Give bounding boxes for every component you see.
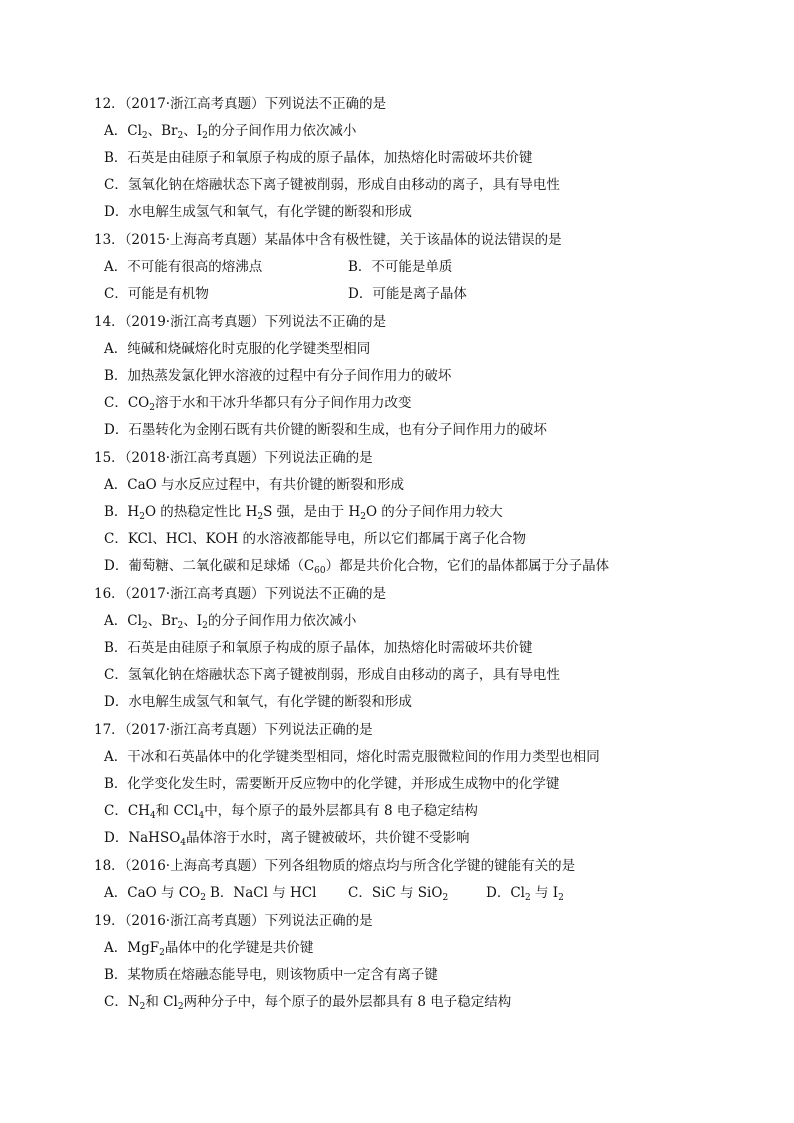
question-17-stem xyxy=(94,720,754,740)
question-17-option-b: B．化学变化发生时，需要断开反应物中的化学键，并形成生成物中的化学键 xyxy=(104,776,560,792)
question-15-option-d: D．葡萄糖、二氧化碳和足球烯$(C_{60})$都是共价化合物，它们的晶体都属于分子晶体 xyxy=(104,558,610,576)
question-19-option-a: A．MgF$_2$晶体中的化学键是共价键 xyxy=(104,940,314,958)
question-12-option-a: A．$Cl_2$、$Br_2$、$I_2$的分子间作用力依次减小 xyxy=(104,123,357,141)
question-18-stem xyxy=(94,856,754,876)
question-16-option-b: B．石英是由硅原子和氧原子构成的原子晶体，加热熔化时需破坏共价键 xyxy=(104,640,533,656)
question-text: （2017·浙江高考真题）下列说法正确的是 xyxy=(124,722,373,738)
question-text: （2015·上海高考真题）某晶体中含有极性键，关于该晶体的说法错误的是 xyxy=(124,232,562,248)
question-18-option-c: C．SiC 与 SiO$_2$ xyxy=(348,885,449,903)
question-12-option-c: C．氢氧化钠在熔融状态下离子键被削弱，形成自由移动的离子，具有导电性 xyxy=(104,177,560,193)
question-13-option-d: D．可能是离子晶体 xyxy=(348,286,467,302)
question-14-option-b: B．加热蒸发氯化钾水溶液的过程中有分子间作用力的破坏 xyxy=(104,368,452,384)
question-19-option-b: B．某物质在熔融态能导电，则该物质中一定含有离子键 xyxy=(104,967,438,983)
question-18-option-d: D．$Cl_2$ 与 $I_2$ xyxy=(486,885,564,903)
question-15-option-a: A．CaO 与水反应过程中，有共价键的断裂和形成 xyxy=(104,477,404,493)
question-14-stem xyxy=(94,312,754,332)
question-16-option-c: C．氢氧化钠在熔融状态下离子键被削弱，形成自由移动的离子，具有导电性 xyxy=(104,667,560,683)
question-13-option-c: C．可能是有机物 xyxy=(104,286,209,302)
question-number: 14． xyxy=(94,314,125,330)
question-18-option-a: A．CaO 与 $CO_2$ xyxy=(104,885,206,903)
question-13-option-b: B．不可能是单质 xyxy=(348,259,453,275)
question-number: 17． xyxy=(94,722,125,738)
question-12-option-d: D．水电解生成氢气和氧气，有化学键的断裂和形成 xyxy=(104,204,412,220)
question-15-option-b: B．$H_2O$ 的热稳定性比 $H_2S$ 强，是由于 $H_2O$ 的分子间作用力较大 xyxy=(104,504,503,522)
question-text: （2019·浙江高考真题）下列说法不正确的是 xyxy=(124,314,387,330)
question-number: 12． xyxy=(94,96,125,112)
question-text: （2016·上海高考真题）下列各组物质的熔点均与所含化学键的键能有关的是 xyxy=(124,858,576,874)
question-17-option-c: C．$CH_4$和 CCl$_4$中，每个原子的最外层都具有 8 电子稳定结构 xyxy=(104,803,478,821)
question-number: 16． xyxy=(94,586,125,602)
question-13-option-a: A．不可能有很高的熔沸点 xyxy=(104,259,263,275)
question-17-option-d: D．NaHSO$_4$晶体溶于水时，离子键被破坏，共价键不受影响 xyxy=(104,830,470,848)
question-14-option-c: C．$CO_2$溶于水和干冰升华都只有分子间作用力改变 xyxy=(104,395,412,413)
question-15-option-c: C．KCl、HCl、KOH 的水溶液都能导电，所以它们都属于离子化合物 xyxy=(104,531,526,547)
question-14-option-a: A．纯碱和烧碱熔化时克服的化学键类型相同 xyxy=(104,341,371,357)
question-19-option-c: C．$N_2$和 $Cl_2$两种分子中，每个原子的最外层都具有 8 电子稳定结构 xyxy=(104,994,512,1012)
question-16-stem xyxy=(94,584,754,604)
question-16-option-a: A．$Cl_2$、$Br_2$、$I_2$的分子间作用力依次减小 xyxy=(104,613,357,631)
question-14-option-d: D．石墨转化为金刚石既有共价键的断裂和生成，也有分子间作用力的破坏 xyxy=(104,422,547,438)
question-19-stem xyxy=(94,911,754,931)
question-15-stem xyxy=(94,448,754,468)
question-text: （2017·浙江高考真题）下列说法不正确的是 xyxy=(124,96,387,112)
question-18-option-b: B．NaCl 与 HCl xyxy=(210,885,317,901)
question-text: （2017·浙江高考真题）下列说法不正确的是 xyxy=(124,586,387,602)
question-12-stem xyxy=(94,94,754,114)
question-17-option-a: A．干冰和石英晶体中的化学键类型相同，熔化时需克服微粒间的作用力类型也相同 xyxy=(104,749,600,765)
question-number: 15． xyxy=(94,450,125,466)
question-number: 13． xyxy=(94,232,125,248)
question-16-option-d: D．水电解生成氢气和氧气，有化学键的断裂和形成 xyxy=(104,694,412,710)
question-12-option-b: B．石英是由硅原子和氧原子构成的原子晶体，加热熔化时需破坏共价键 xyxy=(104,150,533,166)
question-13-stem xyxy=(94,230,754,250)
question-number: 18． xyxy=(94,858,125,874)
question-number: 19． xyxy=(94,913,125,929)
question-text: （2018·浙江高考真题）下列说法正确的是 xyxy=(124,450,373,466)
question-text: （2016·浙江高考真题）下列说法正确的是 xyxy=(124,913,373,929)
